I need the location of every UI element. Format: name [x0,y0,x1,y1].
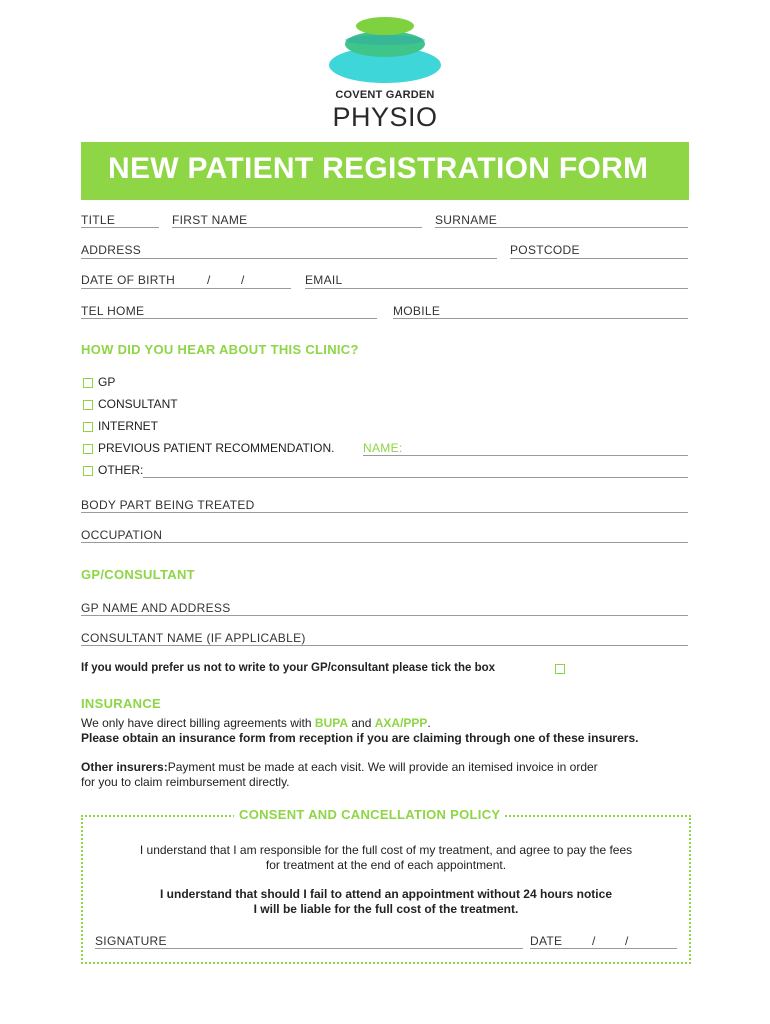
option-label: GP [98,375,116,389]
body-part-field[interactable] [81,512,688,513]
brand-name-small: COVENT GARDEN [335,89,435,101]
signature-field[interactable] [95,948,523,949]
gp-consultant-heading: GP/CONSULTANT [81,567,195,582]
consent-paragraph-1b: for treatment at the end of each appointment. [265,858,507,872]
postcode-field[interactable] [510,258,688,259]
option-label: OTHER: [98,463,144,477]
title-label: TITLE [81,213,116,227]
option-label: INTERNET [98,419,158,433]
date-label: DATE [530,934,563,948]
occupation-field[interactable] [81,542,688,543]
date-separator: / [592,934,596,948]
occupation-label: OCCUPATION [81,528,163,542]
tel-home-label: TEL HOME [81,304,145,318]
dob-field[interactable] [81,288,291,289]
other-insurers-body: Payment must be made at each visit. We will provide an itemised invoice in order [167,760,598,774]
cancellation-paragraph-2: I will be liable for the full cost of the treatment. [253,902,519,916]
first-name-field[interactable] [172,227,422,228]
date-separator: / [625,934,629,948]
body-part-label: BODY PART BEING TREATED [81,498,255,512]
internet-checkbox[interactable] [83,422,93,432]
clinic-logo [300,10,470,135]
mobile-label: MOBILE [393,304,441,318]
email-label: EMAIL [305,273,343,287]
consent-paragraph-1: I understand that I am responsible for the full cost of my treatment, and agree to pay the fees [139,843,633,857]
address-field[interactable] [81,258,497,259]
billing-intro: We only have direct billing agreements with [81,716,315,730]
recommender-name-field[interactable] [363,455,688,456]
dob-separator: / [207,273,211,287]
recommendation-checkbox[interactable] [83,444,93,454]
other-insurers-text [81,760,598,774]
billing-and: and [348,716,375,730]
bupa-insurer: BUPA [314,716,349,730]
other-checkbox[interactable] [83,466,93,476]
axa-insurer: AXA/PPP [374,716,428,730]
hear-about-heading: HOW DID YOU HEAR ABOUT THIS CLINIC? [81,342,359,357]
option-label: CONSULTANT [98,397,178,411]
title-field[interactable] [81,227,159,228]
postcode-label: POSTCODE [510,243,580,257]
insurance-heading: INSURANCE [81,696,161,711]
brand-name-large: PHYSIO [332,102,438,132]
form-title: NEW PATIENT REGISTRATION FORM [108,152,649,185]
form-title-banner [81,142,689,200]
gp-name-label: GP NAME AND ADDRESS [81,601,231,615]
surname-field[interactable] [435,227,688,228]
tel-home-field[interactable] [81,318,377,319]
no-contact-gp-checkbox[interactable] [555,664,565,674]
consent-heading: CONSENT AND CANCELLATION POLICY [234,807,505,822]
no-contact-gp-text: If you would prefer us not to write to your GP/consultant please tick the box [81,662,496,674]
recommender-name-label: NAME: [363,441,403,455]
gp-checkbox[interactable] [83,378,93,388]
option-label: PREVIOUS PATIENT RECOMMENDATION. [98,441,335,455]
other-insurers-label: Other insurers: [81,760,168,774]
logo-stones-icon [328,14,442,84]
insurance-billing-text [81,716,431,730]
consent-box [81,807,691,964]
signature-label: SIGNATURE [95,934,167,948]
email-field[interactable] [305,288,688,289]
other-field[interactable] [143,477,688,478]
dob-label: DATE OF BIRTH [81,273,176,287]
address-label: ADDRESS [81,243,142,257]
consultant-name-label: CONSULTANT NAME (IF APPLICABLE) [81,631,306,645]
consultant-checkbox[interactable] [83,400,93,410]
other-insurers-text-2: for you to claim reimbursement directly. [81,775,290,789]
mobile-field[interactable] [393,318,688,319]
billing-period: . [427,716,431,730]
first-name-label: FIRST NAME [172,213,248,227]
dob-separator: / [241,273,245,287]
insurance-form-instruction: Please obtain an insurance form from reception if you are claiming through one of these insurers. [81,731,639,745]
gp-name-field[interactable] [81,615,688,616]
date-field[interactable] [530,948,677,949]
surname-label: SURNAME [435,213,498,227]
cancellation-paragraph: I understand that should I fail to attend an appointment without 24 hours notice [159,887,612,901]
consultant-name-field[interactable] [81,645,688,646]
